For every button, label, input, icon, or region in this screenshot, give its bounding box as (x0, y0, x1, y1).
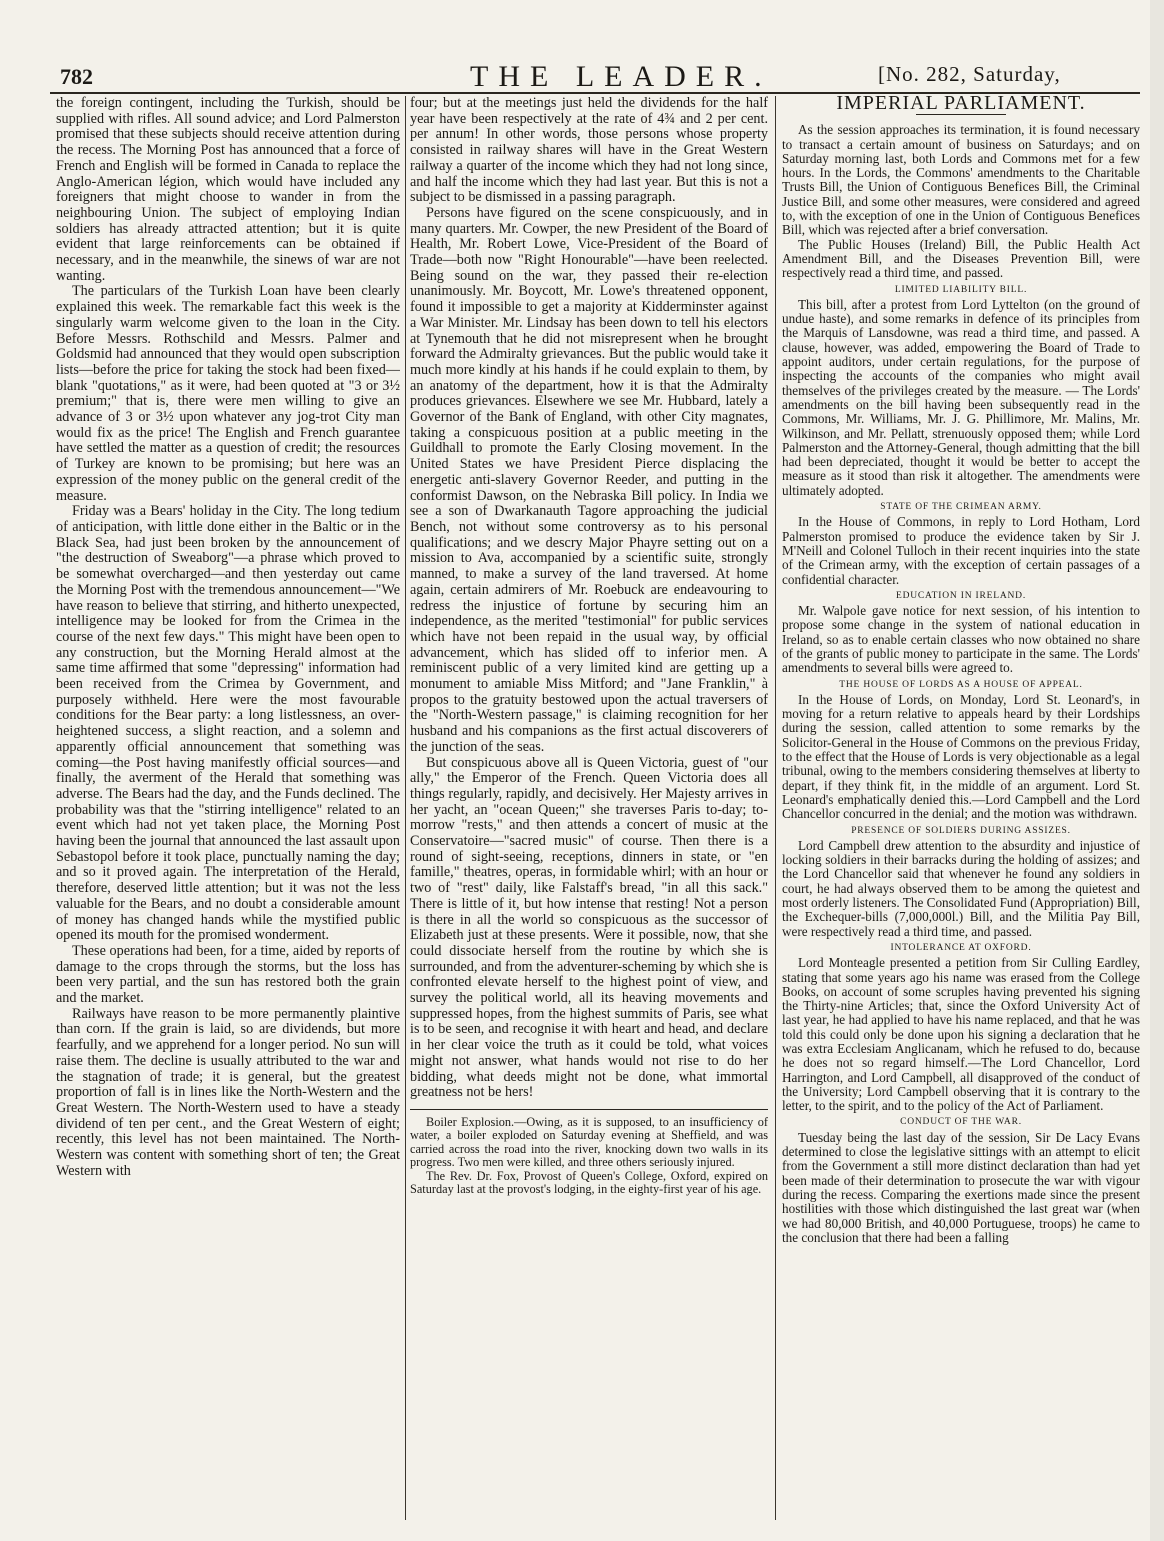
issue-line: [No. 282, Saturday, (878, 62, 1061, 86)
section-title: IMPERIAL PARLIAMENT. (836, 96, 1086, 114)
column-divider-2 (775, 96, 776, 1520)
paragraph: the foreign contingent, including the Turkish, should be supplied with rifles. All sound advice; and Lord Palmerston promised that these subjects should receive attention during the recess. The Morning Post has announced that a force of French and English will be formed in Canada to replace the Anglo-American légion, which would have included any foreigners that might choose to wander in from the neighbouring Union. The subject of employing Indian soldiers has already attracted attention; but it is quite evident that large reinforcements can be obtained if necessary, and in the meanwhile, the sinews of war are not wanting. (56, 96, 400, 284)
subheading: EDUCATION IN IRELAND. (896, 590, 1026, 601)
news-notes (410, 1109, 768, 1196)
page-edge (1150, 0, 1164, 1541)
note-boiler-explosion: Boiler Explosion.—Owing, as it is supposed, to an insufficiency of water, a boiler exploded on Saturday evening at Sheffield, and was carried across the road into the river, knocking down two walls in its progress. Two men were killed, and three others seriously injured. (410, 1115, 768, 1170)
paragraph: Friday was a Bears' holiday in the City. The long tedium of anticipation, with little done either in the Baltic or in the Black Sea, had just been broken by the announcement of "the destruction of Sweaborg"—a phrase which proved to be somewhat overcharged—and then yesterday out came the Morning Post with the tremendous announcement—"We have reason to believe that stirring, and hitherto unexpected, intelligence may be looked for from the Crimea in the course of the next few days." This might have been open to any construction, but the Morning Herald almost at the same time affirmed that some "depressing" information had been received from the Crimea by Government, and purposely withheld. Here were the most favourable conditions for the Bear party: a long listlessness, an over-heightened success, a slight reaction, and a solemn and apparently official announcement that something was coming—the Post having manifestly official sources—and finally, the averment of the Herald that something was adverse. The Bears had the day, and the Funds declined. The probability was that the "stirring intelligence" related to an event which had not yet taken place, the Morning Post having been the journal that announced the last assault upon Sebastopol before it took place, punctually naming the day; and so it proved again. The interpretation of the Herald, therefore, deserved little attention; but it was not the less valuable for the Bears, and no doubt a considerable amount of money has changed hands while the mystified public opened its mouth for the promised wonderment. (56, 503, 400, 944)
paragraph: In the House of Lords, on Monday, Lord St. Leonard's, in moving for a return relative to appeals heard by their Lordships during the session, called attention to some remarks by the Solicitor-General in the House of Commons on the previous Friday, to the effect that the House of Lords is very objectionable as a legal tribunal, owing to the members considering themselves at liberty to depart, if they think fit, in the middle of an argument. Lord St. Leonard's emphatically denied this.—Lord Campbell and the Lord Chancellor concurred in the denial; and the motion was withdrawn. (782, 691, 1140, 822)
masthead-title: THE LEADER. (470, 60, 772, 93)
paragraph: These operations had been, for a time, aided by reports of damage to the crops through the storms, but the loss has been very partial, and the sun has restored both the grain and the market. (56, 942, 400, 1007)
paragraph: four; but at the meetings just held the dividends for the half year have been respectively at the rate of 4¾ and 2 per cent. per annum! In other words, those persons whose property consisted in railway shares will have in the Great Western railway a quarter of the income which they had not long since, and half the income which they had last year. But this is not a subject to be dismissed in a passing paragraph. (410, 96, 768, 206)
paragraph: The Public Houses (Ireland) Bill, the Public Health Act Amendment Bill, and the Diseases Prevention Bill, were respectively read a third time, and passed. (782, 236, 1140, 281)
column-3 (782, 96, 1140, 1520)
paragraph: Tuesday being the last day of the session, Sir De Lacy Evans determined to close the legislative sittings with an attempt to elicit from the Government a still more distinct declaration than had yet been made of their determination to prosecute the war with vigour during the recess. Comparing the exertions made since the present hostilities with those which distinguished the last great war (when we had 80,000 British, and 40,000 Portuguese, troops) he came to the conclusion that there had been a falling (782, 1129, 1140, 1245)
paragraph: But conspicuous above all is Queen Victoria, guest of "our ally," the Emperor of the French. Queen Victoria does all things regularly, rapidly, and decisively. Her Majesty arrives in her yacht, an "ocean Queen;" she traverses Paris to-day; to-morrow "rests," and then attends a concert of music at the Conservatoire—"sacred music" of course. Then there is a round of sight-seeing, receptions, dinners in state, or "en famille," theatres, operas, in formidable whirl; with an hour or two of "rest" daily, like Falstaff's bread, "in all this sack." There is little of it, but how intense that resting! Not a person is there in all the world so conspicuous as the successor of Elizabeth just at these presents. Were it possible, now, that she could dissociate herself from the routine by which she is surrounded, and from the adventurer-scheming by which she is confronted elevate herself to the highest point of view, and survey the political world, all its heaving movements and suppressed hopes, from the highest summits of Paris, see what is to be seen, and recognise it with heart and head, and declare in her clear voice the truth as it could be told, what voices might not answer, what hands would not rise to do her bidding, what deeds might not be done, what immortal greatness not be hers! (410, 754, 768, 1101)
column-1 (56, 96, 400, 1520)
page-header (40, 58, 1140, 94)
subheading: THE HOUSE OF LORDS AS A HOUSE OF APPEAL. (839, 679, 1083, 690)
paragraph: In the House of Commons, in reply to Lord Hotham, Lord Palmerston promised to produce the evidence taken by Sir J. M'Neill and Colonel Tulloch in their recent inquiries into the state of the Crimean army, with the exception of certain passages of a confidential character. (782, 514, 1140, 587)
column-divider-1 (405, 96, 406, 1520)
subheading: INTOLERANCE AT OXFORD. (890, 942, 1032, 953)
paragraph: This bill, after a protest from Lord Lyttelton (on the ground of undue haste), and some remarks in defence of its principles from the Marquis of Lansdowne, was read a third time, and passed. A clause, however, was added, empowering the Board of Trade to appoint auditors, under certain regulations, for the purpose of inspecting the accounts of the companies who might avail themselves of the privileges created by the measure. — The Lords' amendments on the bill having been subsequently read in the Commons, Mr. Williams, Mr. J. G. Phillimore, Mr. Malins, Mr. Wilkinson, and Mr. Pellatt, strenuously opposed them; while Lord Palmerston and the Attorney-General, though admitting that the bill had been depreciated, thought it would be better to accept the measure as it stood than risk it altogether. The amendments were ultimately adopted. (782, 296, 1140, 498)
subheading: LIMITED LIABILITY BILL. (894, 284, 1028, 295)
page-number: 782 (60, 64, 93, 89)
paragraph: The particulars of the Turkish Loan have been clearly explained this week. The remarkable fact this week is the singularly warm welcome given to the loan in the City. Before Messrs. Rothschild and Messrs. Palmer and Goldsmid had announced that they would open subscription lists—before the price for taking the stock had been fixed—blank "quotations," as it were, had been quoted at "3 or 3½ premium;" that is, there were men willing to give an advance of 3 or 3½ upon whatever any jog-trot City man would fix as the price! The English and French guarantee have settled the matter as a question of credit; the resources of Turkey are known to be promising; but here was an expression of the money public on the general credit of the measure. (56, 283, 400, 504)
subheading: STATE OF THE CRIMEAN ARMY. (880, 502, 1042, 513)
subheading: CONDUCT OF THE WAR. (900, 1117, 1022, 1128)
column-2 (410, 96, 768, 1520)
paragraph: Mr. Walpole gave notice for next session, of his intention to propose some change in the system of national education in Ireland, so as to enable certain classes who now obtained no share of the grants of public money to participate in the same. The Lords' amendments to several bills were agreed to. (782, 603, 1140, 676)
paragraph: Lord Monteagle presented a petition from Sir Culling Eardley, stating that some years ago his name was erased from the College Books, on account of some scruples having prevented his signing the Thirty-nine Articles; that, since the Oxford University Act of last year, he had applied to have his name replaced, and that he was told this could only be done upon his signing a declaration that he was extra Ecclesiam Anglicanam, which he refused to do, because he does not so regard himself.—The Lord Chancellor, Lord Harrington, and Lord Campbell, all disapproved of the conduct of the University; Lord Campbell observing that it is contrary to the letter, to the spirit, and to the policy of the Act of Parliament. (782, 955, 1140, 1114)
paragraph: Railways have reason to be more permanently plaintive than corn. If the grain is laid, so are dividends, but more fearfully, and we apprehend for a longer period. No sun will raise them. The decline is usually attributed to the war and the stagnation of trade; it is general, but the greatest proportion of fall is in lines like the North-Western and the Great Western. The North-Western used to have a steady dividend of ten per cent., and the Great Western of eight; recently, this level has not been maintained. The North-Western was content with something short of ten; the Great Western with (56, 1005, 400, 1179)
paragraph: As the session approaches its termination, it is found necessary to transact a certain amount of business on Saturdays; and on Saturday morning last, both Lords and Commons met for a few hours. In the Lords, the Commons' amendments to the Charitable Trusts Bill, the Union of Contiguous Benefices Bill, the Criminal Justice Bill, and some other measures, were considered and agreed to, with the exception of one in the Union of Contiguous Benefices Bill, which was rejected after a brief conversation. (782, 122, 1140, 238)
paragraph: Persons have figured on the scene conspicuously, and in many quarters. Mr. Cowper, the new President of the Board of Health, Mr. Robert Lowe, Vice-President of the Board of Trade—both now "Right Honourable"—have been reelected. Being sound on the war, they passed their re-election unanimously. Mr. Boycott, Mr. Lowe's threatened opponent, found it impossible to get a majority at Kidderminster against a War Minister. Mr. Lindsay has been down to tell his electors at Tynemouth that he did not misrepresent when he brought forward the Admiralty grievances. But the public would take it much more kindly at his hands if he could explain to them, by an anatomy of the department, how it is that the Admiralty produces grievances. Elsewhere we see Mr. Hubbard, lately a Governor of the Bank of England, with other City magnates, taking a conspicuous position at a public meeting in the Guildhall to promote the Early Closing movement. In the United States we have President Pierce displacing the energetic anti-slavery Governor Reeder, and putting in the conformist Dawson, on the Nebraska Bill policy. In India we see a son of Dwarkanauth Tagore approaching the judicial Bench, not without some controversy as to his personal qualifications; and we descry Major Phayre setting out on a mission to Ava, accompanied by a scientific suite, strongly manned, to make a survey of the land traversed. At home again, certain admirers of Mr. Roebuck are endeavouring to redress the injustice of fortune by securing him an independence, as the merited "testimonial" for public services which have not been repaid in the usual way, by official advancement, which has slided off to inferior men. A reminiscent public of a very limited kind are getting up a monument to amiable Miss Mitford; and "Jane Franklin," à propos to the gratuity bestowed upon the actual traversers of the "North-Western passage," is claiming recognition for her husband and his companions as the first actual discoverers of the junction of the seas. (410, 204, 768, 755)
paragraph: Lord Campbell drew attention to the absurdity and injustice of locking soldiers in their barracks during the holding of assizes; and the Lord Chancellor said that whenever he found any soldiers in court, he had always observed them to be among the quietest and most orderly listeners. The Consolidated Fund (Appropriation) Bill, the Exchequer-bills (7,000,000l.) Bill, and the Militia Pay Bill, were respectively read a third time, and passed. (782, 837, 1140, 939)
note-dr-fox: The Rev. Dr. Fox, Provost of Queen's College, Oxford, expired on Saturday last at the provost's lodging, in the eighty-first year of his age. (410, 1168, 768, 1197)
header-rule (50, 92, 1140, 94)
title-rule (916, 114, 1006, 115)
subheading: PRESENCE OF SOLDIERS DURING ASSIZES. (851, 825, 1071, 836)
